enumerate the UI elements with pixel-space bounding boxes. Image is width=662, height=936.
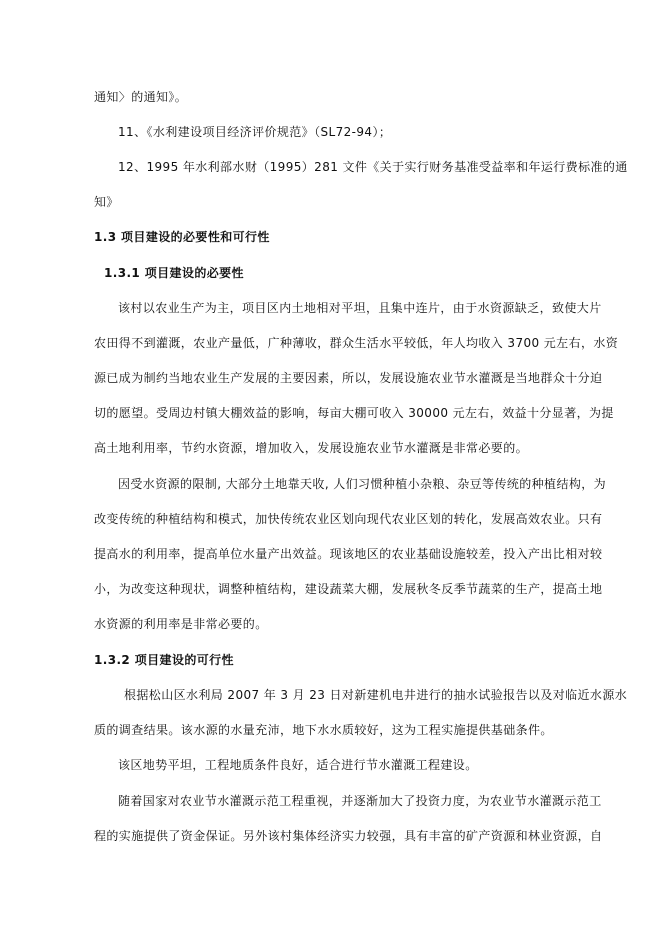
text-line: 知》	[94, 195, 119, 209]
paragraph-line: 提高水的利用率，提高单位水量产出效益。现该地区的农业基础设施较差，投入产出比相对较	[94, 547, 603, 561]
paragraph-line: 该区地势平坦，工程地质条件良好，适合进行节水灌溉工程建设。	[118, 758, 478, 772]
section-heading-1-3-1: 1.3.1 项目建设的必要性	[104, 266, 244, 280]
paragraph-line: 该村以农业生产为主，项目区内土地相对平坦，且集中连片，由于水资源缺乏，致使大片	[118, 301, 602, 315]
reference-item-12: 12、1995 年水利部水财（1995）281 文件《关于实行财务基准受益率和年运行费标准的通	[118, 160, 628, 174]
section-heading-1-3: 1.3 项目建设的必要性和可行性	[94, 230, 270, 244]
reference-item-11: 11、《水利建设项目经济评价规范》（SL72-94）；	[118, 125, 392, 139]
paragraph-line: 小，为改变这种现状，调整种植结构，建设蔬菜大棚，发展秋冬反季节蔬菜的生产，提高土地	[94, 582, 603, 596]
paragraph-line: 切的愿望。受周边村镇大棚效益的影响，每亩大棚可收入 30000 元左右，效益十分显著，为提	[94, 406, 614, 420]
text-line: 通知〉的通知》。	[94, 90, 188, 104]
paragraph-line: 高土地利用率，节约水资源，增加收入，发展设施农业节水灌溉是非常必要的。	[94, 441, 529, 455]
paragraph-line: 随着国家对农业节水灌溉示范工程重视，并逐渐加大了投资力度，为农业节水灌溉示范工	[118, 794, 602, 808]
paragraph-line: 质的调查结果。该水源的水量充沛，地下水水质较好，这为工程实施提供基础条件。	[94, 723, 553, 737]
paragraph-line: 农田得不到灌溉，农业产量低，广种薄收，群众生活水平较低，年人均收入 3700 元左右，水资	[94, 336, 619, 350]
paragraph-line: 程的实施提供了资金保证。另外该村集体经济实力较强，具有丰富的矿产资源和林业资源，自	[94, 829, 603, 843]
paragraph-line: 改变传统的种植结构和模式，加快传统农业区划向现代农业区划的转化，发展高效农业。只有	[94, 512, 603, 526]
paragraph-line: 源已成为制约当地农业生产发展的主要因素，所以，发展设施农业节水灌溉是当地群众十分迫	[94, 371, 603, 385]
paragraph-line: 根据松山区水利局 2007 年 3 月 23 日对新建机电井进行的抽水试验报告以及对临近水源水	[124, 688, 628, 702]
paragraph-line: 因受水资源的限制, 大部分土地靠天收, 人们习惯种植小杂粮、杂豆等传统的种植结构，为	[118, 477, 607, 491]
paragraph-line: 水资源的利用率是非常必要的。	[94, 617, 268, 631]
section-heading-1-3-2: 1.3.2 项目建设的可行性	[94, 653, 234, 667]
